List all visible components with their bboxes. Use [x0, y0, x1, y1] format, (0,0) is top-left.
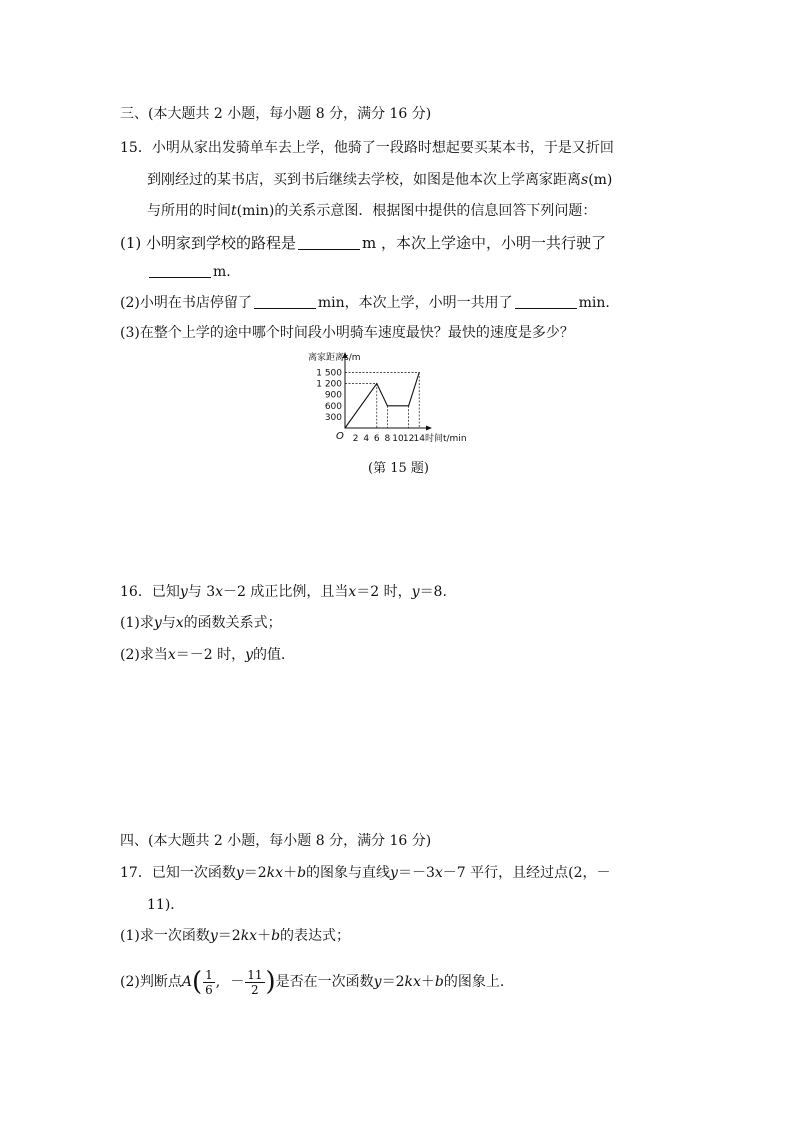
- q17-eq1-b: ＋: [257, 928, 272, 944]
- x-tick-label: 12: [402, 434, 415, 444]
- q17-part-2: [120, 962, 504, 1002]
- q16-part1-text-b: 与: [161, 615, 176, 631]
- y-tick-label: 1 200: [316, 379, 342, 390]
- answer-blank[interactable]: [149, 263, 211, 278]
- q16-text-b: 与 3: [187, 584, 216, 600]
- q16-text-a: 16．已知: [120, 584, 180, 600]
- x-tick-label: 14: [413, 434, 425, 444]
- q17-eq1-a: ＝2: [217, 928, 241, 944]
- q17-eq1-b: ＋: [420, 974, 435, 990]
- q17-text-b: 的图象与直线: [306, 865, 391, 881]
- q17-eq2-b: －7 平行，且经过点(2，－: [442, 865, 611, 881]
- q16-part-1: [120, 613, 282, 633]
- var-y: y: [373, 974, 382, 990]
- distance-time-chart: [300, 350, 490, 450]
- x-tick-label: 4: [363, 434, 370, 444]
- y-tick-label: 300: [324, 412, 342, 423]
- left-paren: (: [191, 967, 203, 997]
- q15-text-3b: 的关系示意图．根据图中提供的信息回答下列问题：: [274, 203, 597, 219]
- answer-blank[interactable]: [298, 235, 360, 250]
- var-x: x: [434, 865, 443, 881]
- var-x: x: [167, 647, 176, 663]
- q15-text-2: 到刚经过的某书店，买到书后继续去学校，如图是他本次上学离家距离: [147, 172, 581, 188]
- var-y: y: [245, 647, 254, 663]
- var-b: b: [271, 928, 281, 944]
- var-s: s: [581, 172, 589, 188]
- answer-blank[interactable]: [515, 294, 577, 309]
- figure-caption: (第 15 题): [368, 461, 429, 476]
- q16-text-d: ＝2 时，: [356, 584, 412, 600]
- x-tick-label: 2: [352, 434, 359, 444]
- q15-number: 15．: [120, 140, 152, 156]
- q16-part2-text-c: 的值．: [253, 647, 296, 663]
- y-tick-label: 1 500: [316, 368, 342, 379]
- section-3-heading: 三、(本大题共 2 小题，每小题 8 分，满分 16 分): [120, 106, 432, 122]
- series-line: [345, 373, 419, 429]
- q15-line-2: [147, 170, 612, 190]
- x-tick-label: 8: [384, 434, 391, 444]
- x-tick-label: 6: [373, 434, 380, 444]
- x-axis-label: 时间t/min: [425, 434, 467, 444]
- q15-part1-text-c: m.: [213, 264, 231, 280]
- q15-line-3: [147, 201, 596, 221]
- answer-blank[interactable]: [254, 294, 316, 309]
- var-y: y: [209, 928, 218, 944]
- q17-part2-text-c: 的图象上.: [443, 974, 505, 990]
- q15-part-3: (3)在整个上学的途中哪个时间段小明骑车速度最快？最快的速度是多少？: [120, 325, 574, 341]
- q17-eq1-a: ＝2: [243, 865, 267, 881]
- var-x: x: [215, 584, 224, 600]
- q17-eq1-b: ＋: [283, 865, 298, 881]
- q16-part-2: [120, 645, 295, 665]
- y-tick-label: 600: [324, 401, 342, 412]
- unit-m: (m): [588, 172, 613, 188]
- var-t: t: [231, 203, 237, 219]
- x-axis-arrow: [426, 426, 432, 431]
- q17-part-1: [120, 926, 350, 946]
- q15-part-1: [120, 233, 606, 253]
- q17-eq2-a: ＝－3: [397, 865, 435, 881]
- q15-part-1-cont: [147, 262, 231, 282]
- data-point: [387, 405, 388, 406]
- fraction-11-2: [245, 968, 264, 997]
- var-y: y: [235, 865, 244, 881]
- x-tick-label: 10: [392, 434, 404, 444]
- data-point: [376, 383, 377, 384]
- var-b: b: [297, 865, 307, 881]
- q15-part2-text-a: (2)小明在书店停留了: [120, 295, 252, 311]
- var-kx: kx: [266, 865, 284, 881]
- var-y: y: [153, 615, 162, 631]
- q16-part1-text-c: 的函数关系式；: [183, 615, 282, 631]
- var-kx: kx: [404, 974, 421, 990]
- fraction-1-6: [203, 968, 215, 997]
- q15-part1-text-b: m ，本次上学途中，小明一共行驶了: [362, 234, 607, 252]
- q15-part1-text-a: (1) 小明家到学校的路程是: [120, 234, 297, 252]
- origin-label: O: [336, 431, 344, 442]
- q17-eq1-a: ＝2: [381, 974, 405, 990]
- q16-line-1: [120, 582, 447, 602]
- var-b: b: [434, 974, 444, 990]
- q16-part2-text-b: ＝－2 时，: [175, 647, 246, 663]
- q15-text-1: 小明从家出发骑单车去上学，他骑了一段路时想起要买某本书，于是又折回: [151, 140, 614, 156]
- q15-text-3a: 与所用的时间: [147, 203, 231, 219]
- data-point: [408, 405, 409, 406]
- var-y: y: [390, 865, 398, 881]
- var-x: x: [175, 615, 184, 631]
- var-y: y: [411, 584, 420, 600]
- q15-part2-text-b: min，本次上学，小明一共用了: [317, 295, 513, 311]
- q17-text-a: 17．已知一次函数: [120, 865, 236, 881]
- q16-text-c: －2 成正比例，且当: [223, 584, 349, 600]
- frac-num: 11: [247, 967, 263, 982]
- q15-part2-text-c: min.: [578, 295, 610, 311]
- y-tick-label: 900: [324, 390, 342, 401]
- q16-part1-text-a: (1)求: [120, 615, 154, 631]
- comma: ,: [215, 974, 221, 990]
- y-axis-label: 离家距离s/m: [308, 353, 361, 363]
- q17-part1-text-b: 的表达式；: [280, 928, 351, 944]
- var-y: y: [179, 584, 188, 600]
- right-paren: ): [265, 967, 276, 997]
- frac-den: 2: [251, 982, 259, 997]
- data-point: [419, 372, 420, 373]
- q16-part2-text-a: (2)求当: [120, 647, 168, 663]
- frac-num: 1: [205, 967, 213, 982]
- q17-line-1: [120, 863, 611, 883]
- data-point: [344, 427, 345, 428]
- q17-part2-text-a: (2)判断点: [120, 974, 182, 990]
- minus-sign: －: [230, 974, 245, 990]
- var-x: x: [348, 584, 357, 600]
- frac-den: 6: [205, 982, 213, 997]
- section-4-heading: 四、(本大题共 2 小题，每小题 8 分，满分 16 分): [120, 833, 432, 849]
- q17-line-2: 11)．: [147, 897, 185, 913]
- point-a: A: [181, 974, 192, 990]
- q15-line-1: [120, 138, 614, 158]
- var-kx: kx: [240, 928, 258, 944]
- q15-part-2: [120, 293, 610, 313]
- q17-part2-text-b: 是否在一次函数: [275, 974, 374, 990]
- unit-min: (min): [236, 203, 275, 219]
- q16-text-e: ＝8.: [419, 584, 447, 600]
- q17-part1-text-a: (1)求一次函数: [120, 928, 210, 944]
